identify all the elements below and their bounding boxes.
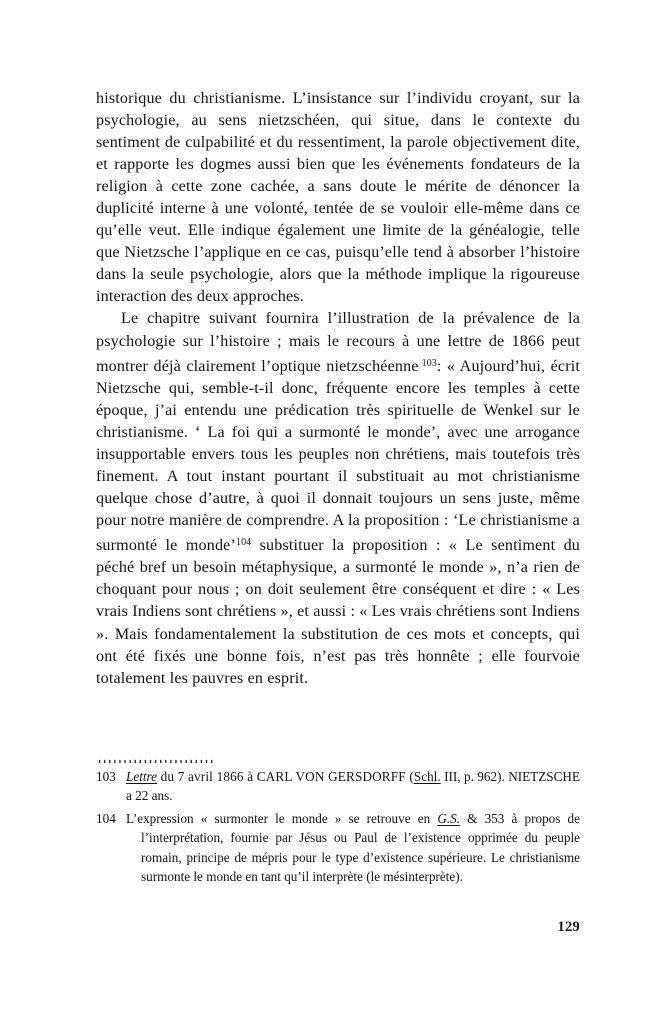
footnote-number-104: 104: [96, 810, 116, 826]
paragraph-continuation: historique du christianisme. L’insistance sur l’individu croyant, sur la psychologie, au sens nietzschéen, qui situe, dans le contexte du sentiment de culpabilité et du ressentiment, la parole objectivement dite, et rapporte les dogmes aussi bien que les événements fondateurs de la religion à cette zone cachée, a sans doute le mérite de dénoncer la duplicité interne à une volonté, tentée de se vouloir elle-même dans ce qu’elle veut. Elle indique également une limite de la généalogie, telle que Nietzsche l’applique en ce cas, puisqu’elle tend à absorber l’histoire dans la seule psychologie, alors que la méthode implique la rigoureuse interaction des deux approches.: [96, 90, 580, 306]
footnote-103-body: du 7 avril 1866 à CARL VON GERSDORFF (: [157, 769, 414, 784]
paragraph-segment-after-note-103: : « Aujourd’hui, écrit Nietzsche qui, semble-t-il donc, fréquente encore les temples à cette époque, j’ai entendu une prédication très spirituelle de Wenkel sur le christianisme. ‘ La foi qui a surmonté le monde’, avec une arrogance insupportable envers tous les peuples non chrétiens, mais toutefois très finement. A tout instant pourtant il substituait au mot christianisme quelque chose d’autre, à quoi il donnait toujours un sens juste, même pour notre manière de comprendre. A la proposition : ‘Le christianisme a surmonté le monde’: [96, 357, 580, 555]
footnote-104-tail: & 353 à propos de l’interprétation, fournie par Jésus ou Paul de l’existence opprimée du peuple romain, principe de mépris pour le type d’existence supérieure. Le christianisme surmonte le monde en tant qu’il interprète (le mésinterprète).: [141, 810, 580, 885]
footnote-number-103: 103: [96, 769, 116, 784]
footnote-103-title-lettre: Lettre: [126, 769, 158, 784]
footnote-text-104: [126, 809, 580, 887]
footnote-item-103: [96, 767, 580, 806]
footnote-103-source-schl: Schl.: [413, 769, 441, 784]
footnote-text-103: [126, 769, 580, 803]
page-number: 129: [557, 919, 580, 935]
footnote-104-lead: L’expression « surmonter le monde » se retrouve en: [126, 810, 438, 826]
body-text-column: [96, 88, 580, 690]
paragraph-chapitre-suivant: [96, 308, 580, 689]
footnote-103-tail: III, p. 962). NIETZSCHE a 22 ans.: [126, 769, 580, 804]
footnote-block: [96, 752, 580, 887]
footnote-separator-rule: [97, 752, 215, 763]
paragraph-segment-after-note-104: substituer la proposition : « Le sentiment du péché bref un besoin métaphysique, a surmonté le monde », n’a rien de choquant pour nous ; on doit seulement être conséquent et dire : « Les vrais Indiens sont chrétiens », et aussi : « Les vrais chrétiens sont Indiens ». Mais fondamentalement la substitution de ces mots et concepts, qui ont été fixés une bonne fois, n’est pas très honnête ; elle fourvoie totalement les pauvres en esprit.: [96, 537, 580, 687]
paragraph-segment-before-note-103: Le chapitre suivant fournira l’illustration de la prévalence de la psychologie sur l’histoire ; mais le recours à une lettre de 1866 peut montrer déjà clairement l’optique nietzschéenne: [96, 310, 580, 375]
footnote-reference-103[interactable]: 103: [421, 357, 437, 369]
footnote-reference-104[interactable]: 104: [235, 537, 252, 549]
footnote-104-source-gs: G.S.: [437, 810, 461, 826]
footnote-item-104: [96, 809, 580, 887]
